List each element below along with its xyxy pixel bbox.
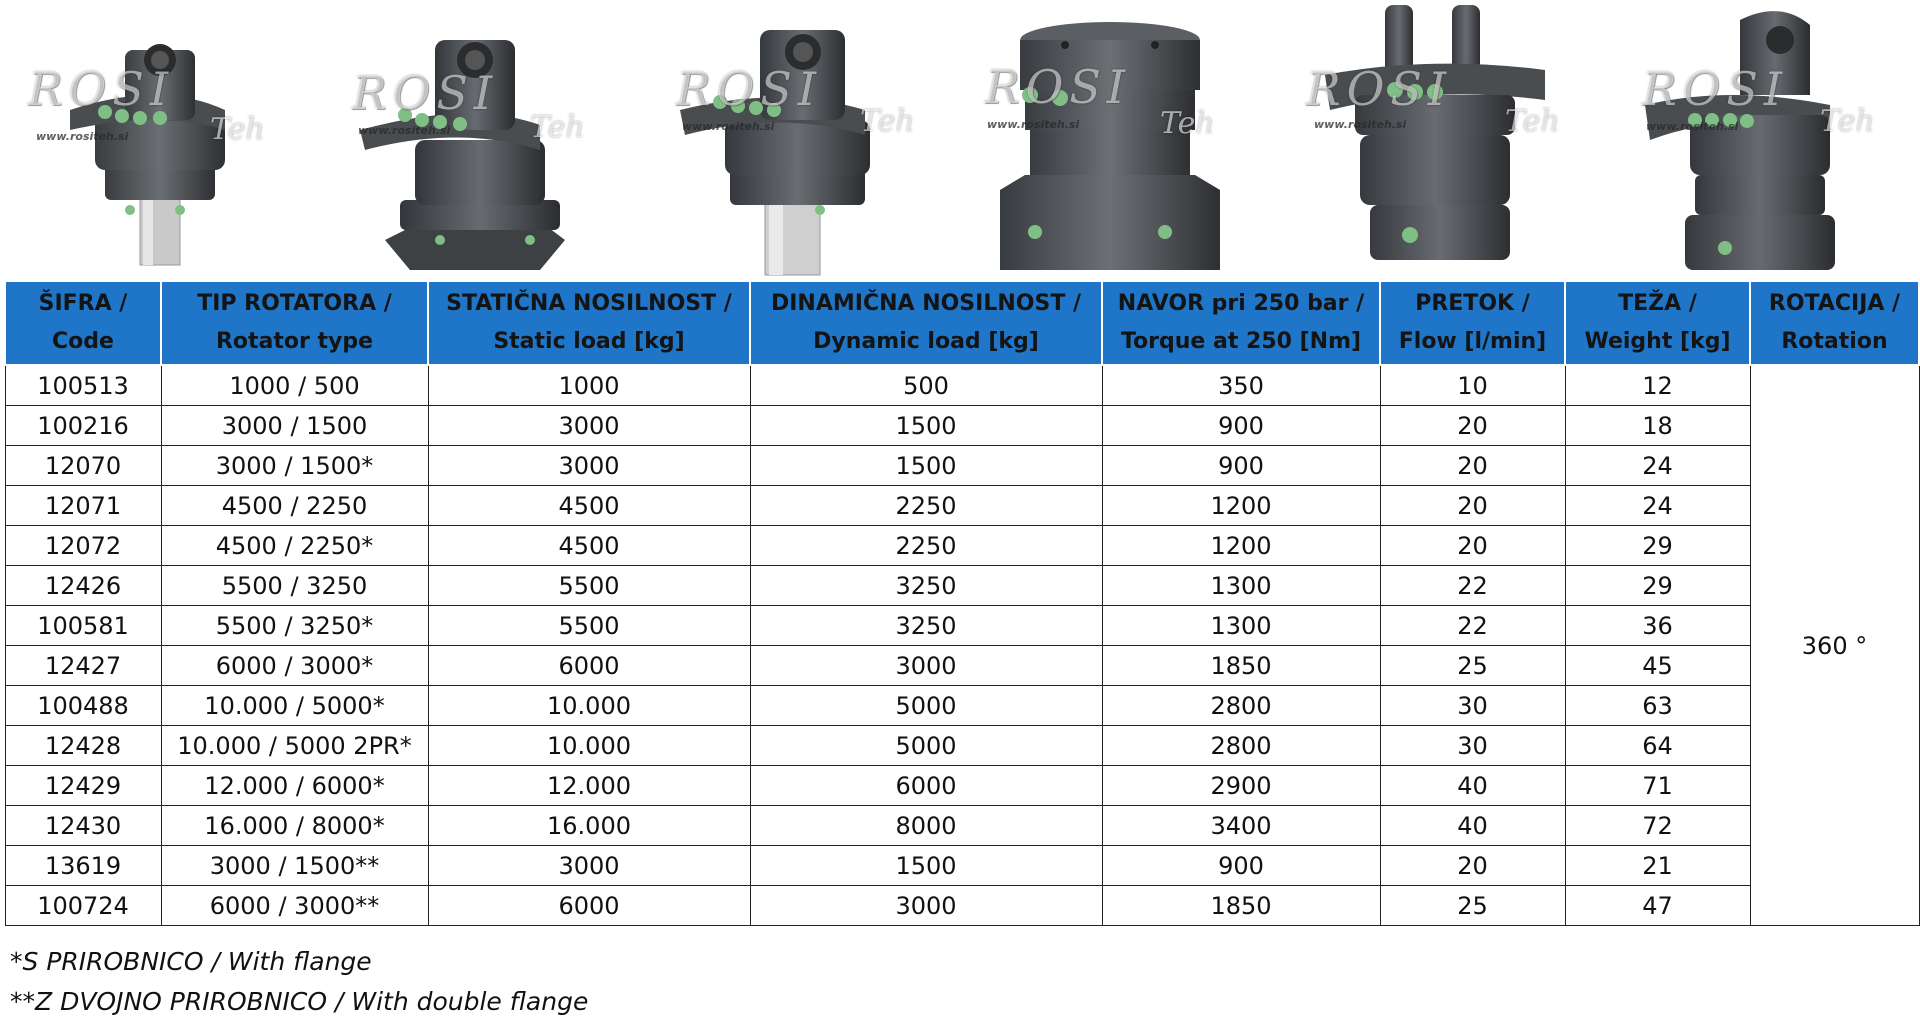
watermark-suffix: Teh <box>1160 106 1215 141</box>
cell-flow: 22 <box>1380 566 1565 606</box>
table-row <box>5 806 1919 846</box>
footnote-double-flange: **Z DVOJNO PRIROBNICO / With double flange <box>10 987 589 1016</box>
cell-rotator-type: 3000 / 1500* <box>161 446 428 486</box>
header-flow-line1: PRETOK / <box>1415 291 1530 316</box>
cell-flow: 22 <box>1380 606 1565 646</box>
watermark-url: www.rositeh.si <box>1646 120 1739 133</box>
cell-static-load: 3000 <box>428 406 750 446</box>
cell-flow: 40 <box>1380 806 1565 846</box>
table-row <box>5 606 1919 646</box>
table-row <box>5 526 1919 566</box>
cell-rotator-type: 5500 / 3250* <box>161 606 428 646</box>
cell-static-load: 6000 <box>428 646 750 686</box>
cell-static-load: 3000 <box>428 446 750 486</box>
product-image-3 <box>660 0 960 280</box>
cell-weight: 64 <box>1565 726 1750 766</box>
header-flow-line2: Flow [l/min] <box>1398 329 1547 354</box>
cell-rotator-type: 3000 / 1500** <box>161 846 428 886</box>
product-image-4 <box>985 0 1235 280</box>
cell-static-load: 5500 <box>428 566 750 606</box>
cell-torque: 3400 <box>1102 806 1380 846</box>
cell-dynamic-load: 6000 <box>750 766 1102 806</box>
cell-flow: 40 <box>1380 766 1565 806</box>
watermark-url: www.rositeh.si <box>682 120 775 133</box>
cell-dynamic-load: 3250 <box>750 606 1102 646</box>
cell-flow: 25 <box>1380 886 1565 926</box>
cell-dynamic-load: 3000 <box>750 646 1102 686</box>
cell-code: 100216 <box>5 406 161 446</box>
header-rotation <box>1750 281 1919 365</box>
watermark-brand: ROSI <box>28 62 175 116</box>
cell-torque: 2900 <box>1102 766 1380 806</box>
footnote-flange: *S PRIROBNICO / With flange <box>10 947 372 976</box>
cell-flow: 25 <box>1380 646 1565 686</box>
cell-static-load: 1000 <box>428 365 750 406</box>
table-row <box>5 406 1919 446</box>
table-row <box>5 886 1919 926</box>
cell-torque: 1300 <box>1102 606 1380 646</box>
cell-weight: 36 <box>1565 606 1750 646</box>
header-torque-line2: Torque at 250 [Nm] <box>1120 329 1362 354</box>
cell-flow: 20 <box>1380 406 1565 446</box>
cell-rotator-type: 6000 / 3000* <box>161 646 428 686</box>
table-row <box>5 646 1919 686</box>
cell-weight: 12 <box>1565 365 1750 406</box>
table-row <box>5 766 1919 806</box>
cell-rotator-type: 10.000 / 5000 2PR* <box>161 726 428 766</box>
header-code-line1: ŠIFRA / <box>38 291 128 316</box>
cell-code: 12427 <box>5 646 161 686</box>
cell-torque: 1200 <box>1102 526 1380 566</box>
cell-dynamic-load: 1500 <box>750 406 1102 446</box>
header-weight-line1: TEŽA / <box>1618 291 1697 316</box>
spec-table <box>4 280 1920 926</box>
cell-static-load: 6000 <box>428 886 750 926</box>
cell-torque: 1850 <box>1102 886 1380 926</box>
header-weight-line2: Weight [kg] <box>1584 329 1731 354</box>
cell-code: 12072 <box>5 526 161 566</box>
cell-dynamic-load: 1500 <box>750 846 1102 886</box>
cell-weight: 71 <box>1565 766 1750 806</box>
cell-static-load: 10.000 <box>428 686 750 726</box>
watermark-suffix: Teh <box>210 112 265 147</box>
cell-torque: 1850 <box>1102 646 1380 686</box>
header-torque-line1: NAVOR pri 250 bar / <box>1117 291 1365 316</box>
cell-weight: 47 <box>1565 886 1750 926</box>
header-weight <box>1565 281 1750 365</box>
cell-flow: 20 <box>1380 526 1565 566</box>
product-images <box>0 0 1920 280</box>
header-dynamic-load <box>750 281 1102 365</box>
header-static-load-line2: Static load [kg] <box>493 329 685 354</box>
footnotes <box>10 942 588 1022</box>
cell-rotator-type: 3000 / 1500 <box>161 406 428 446</box>
cell-torque: 900 <box>1102 846 1380 886</box>
watermark-brand: ROSI <box>1306 62 1453 116</box>
table-row <box>5 365 1919 406</box>
cell-torque: 2800 <box>1102 726 1380 766</box>
cell-code: 12071 <box>5 486 161 526</box>
cell-flow: 30 <box>1380 726 1565 766</box>
cell-weight: 45 <box>1565 646 1750 686</box>
cell-dynamic-load: 5000 <box>750 726 1102 766</box>
cell-flow: 20 <box>1380 446 1565 486</box>
cell-static-load: 4500 <box>428 526 750 566</box>
header-static-load-line1: STATIČNA NOSILNOST / <box>446 291 732 316</box>
cell-code: 12426 <box>5 566 161 606</box>
cell-static-load: 10.000 <box>428 726 750 766</box>
cell-code: 12070 <box>5 446 161 486</box>
cell-flow: 10 <box>1380 365 1565 406</box>
header-torque <box>1102 281 1380 365</box>
cell-flow: 20 <box>1380 486 1565 526</box>
cell-torque: 900 <box>1102 446 1380 486</box>
watermark-url: www.rositeh.si <box>36 130 129 143</box>
watermark-suffix: Teh <box>860 104 915 139</box>
watermark-url: www.rositeh.si <box>987 118 1080 131</box>
cell-dynamic-load: 8000 <box>750 806 1102 846</box>
cell-rotator-type: 12.000 / 6000* <box>161 766 428 806</box>
product-image-6 <box>1630 0 1920 280</box>
cell-static-load: 4500 <box>428 486 750 526</box>
cell-dynamic-load: 2250 <box>750 526 1102 566</box>
cell-weight: 24 <box>1565 446 1750 486</box>
cell-dynamic-load: 3000 <box>750 886 1102 926</box>
watermark-brand: ROSI <box>676 62 823 116</box>
cell-static-load: 16.000 <box>428 806 750 846</box>
cell-rotator-type: 10.000 / 5000* <box>161 686 428 726</box>
table-row <box>5 446 1919 486</box>
cell-code: 100513 <box>5 365 161 406</box>
header-dynamic-load-line1: DINAMIČNA NOSILNOST / <box>770 291 1082 316</box>
cell-static-load: 3000 <box>428 846 750 886</box>
watermark-suffix: Teh <box>530 110 585 145</box>
cell-torque: 1300 <box>1102 566 1380 606</box>
cell-flow: 30 <box>1380 686 1565 726</box>
watermark-brand: ROSI <box>1642 62 1789 116</box>
cell-dynamic-load: 2250 <box>750 486 1102 526</box>
watermark-brand: ROSI <box>985 60 1132 114</box>
cell-code: 13619 <box>5 846 161 886</box>
watermark-suffix: Teh <box>1820 104 1875 139</box>
cell-code: 100488 <box>5 686 161 726</box>
cell-torque: 900 <box>1102 406 1380 446</box>
header-code-line2: Code <box>52 329 114 354</box>
cell-flow: 20 <box>1380 846 1565 886</box>
cell-weight: 63 <box>1565 686 1750 726</box>
header-flow <box>1380 281 1565 365</box>
cell-dynamic-load: 1500 <box>750 446 1102 486</box>
table-row <box>5 726 1919 766</box>
table-row <box>5 846 1919 886</box>
cell-weight: 18 <box>1565 406 1750 446</box>
cell-weight: 29 <box>1565 566 1750 606</box>
watermark-suffix: Teh <box>1505 104 1560 139</box>
cell-rotator-type: 1000 / 500 <box>161 365 428 406</box>
watermark-url: www.rositeh.si <box>1314 118 1407 131</box>
header-rotation-line2: Rotation <box>1781 329 1888 354</box>
cell-torque: 2800 <box>1102 686 1380 726</box>
header-rotator-type-line2: Rotator type <box>215 329 374 354</box>
cell-static-load: 12.000 <box>428 766 750 806</box>
table-row <box>5 566 1919 606</box>
header-rotation-line1: ROTACIJA / <box>1768 291 1901 316</box>
cell-dynamic-load: 3250 <box>750 566 1102 606</box>
cell-dynamic-load: 5000 <box>750 686 1102 726</box>
cell-rotation: 360 ° <box>1750 365 1919 926</box>
product-image-1 <box>0 0 300 280</box>
header-dynamic-load-line2: Dynamic load [kg] <box>813 329 1039 354</box>
cell-code: 12428 <box>5 726 161 766</box>
header-code <box>5 281 161 365</box>
cell-weight: 24 <box>1565 486 1750 526</box>
cell-rotator-type: 4500 / 2250 <box>161 486 428 526</box>
cell-code: 100724 <box>5 886 161 926</box>
cell-rotator-type: 5500 / 3250 <box>161 566 428 606</box>
table-body <box>5 365 1919 926</box>
table-row <box>5 686 1919 726</box>
cell-rotator-type: 16.000 / 8000* <box>161 806 428 846</box>
watermark-url: www.rositeh.si <box>358 124 451 137</box>
cell-code: 12430 <box>5 806 161 846</box>
cell-weight: 21 <box>1565 846 1750 886</box>
cell-static-load: 5500 <box>428 606 750 646</box>
cell-code: 100581 <box>5 606 161 646</box>
cell-rotator-type: 4500 / 2250* <box>161 526 428 566</box>
table-header-row <box>5 281 1919 365</box>
header-static-load <box>428 281 750 365</box>
watermark-brand: ROSI <box>352 66 499 120</box>
product-image-2 <box>330 0 630 280</box>
table-row <box>5 486 1919 526</box>
cell-rotator-type: 6000 / 3000** <box>161 886 428 926</box>
header-rotator-type <box>161 281 428 365</box>
cell-weight: 29 <box>1565 526 1750 566</box>
cell-torque: 350 <box>1102 365 1380 406</box>
product-image-5 <box>1306 0 1600 280</box>
cell-dynamic-load: 500 <box>750 365 1102 406</box>
cell-torque: 1200 <box>1102 486 1380 526</box>
cell-code: 12429 <box>5 766 161 806</box>
header-rotator-type-line1: TIP ROTATORA / <box>197 291 392 316</box>
cell-weight: 72 <box>1565 806 1750 846</box>
